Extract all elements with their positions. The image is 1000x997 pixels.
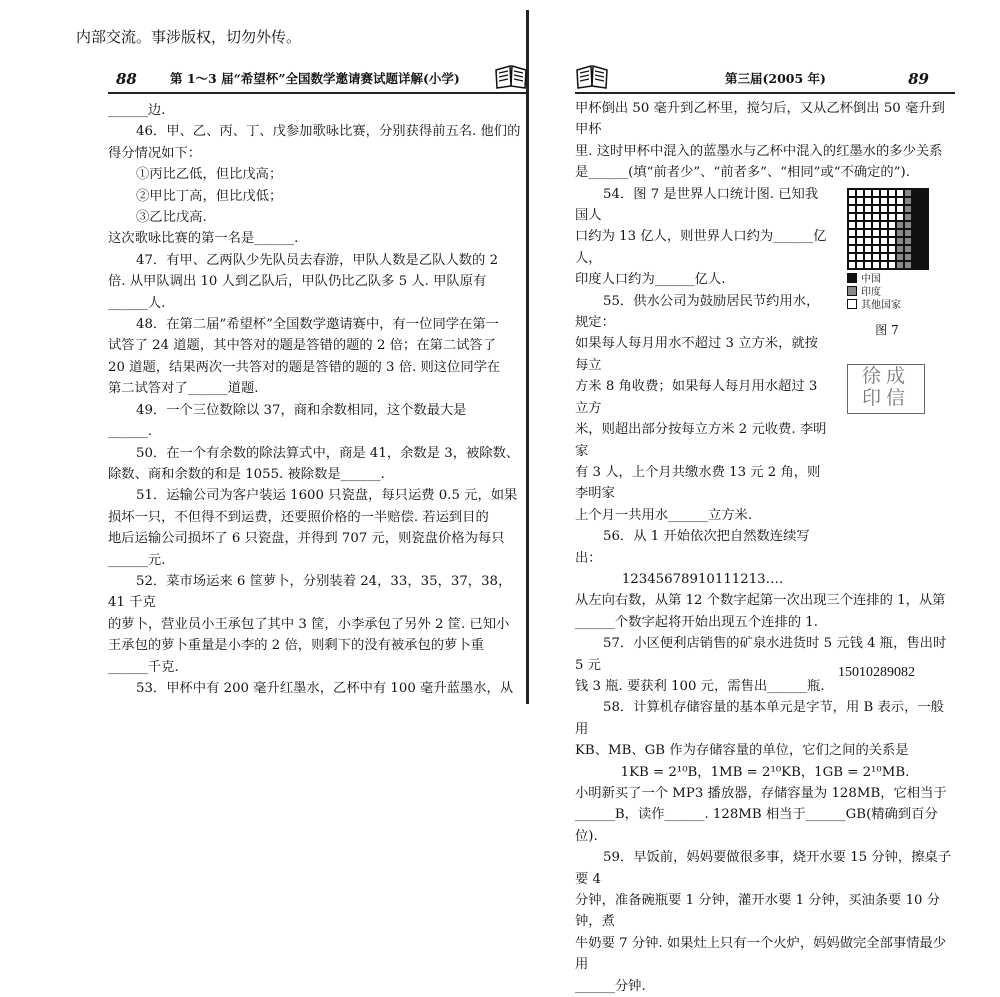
left-page [108, 58, 528, 698]
grid-cell-china [920, 245, 928, 253]
text-line: ______. [108, 424, 153, 440]
grid-cell-other [880, 221, 888, 229]
right-page-number: 89 [908, 70, 929, 88]
legend-swatch-china [847, 273, 857, 283]
question-48: 48．在第二届“希望杯”全国数学邀请赛中，有一位同学在第一 [136, 317, 499, 333]
question-59: 59．早饭前，妈妈要做很多事，烧开水要 15 分钟，擦桌子要 4 [575, 850, 952, 887]
text-line: 如果每人每月用水不超过 3 立方米，就按每立 [575, 336, 818, 373]
text-line: 损坏一只，不但得不到运费，还要照价格的一半赔偿. 若运到目的 [108, 509, 489, 525]
grid-cell-other [864, 221, 872, 229]
population-grid [847, 188, 929, 270]
text-line: 王承包的萝卜重量是小李的 2 倍，则剩下的没有被承包的萝卜重 [108, 638, 484, 654]
population-figure [847, 188, 939, 341]
text-line: KB、MB、GB 作为存储容量的单位，它们之间的关系是 [575, 743, 909, 759]
grid-cell-china [920, 237, 928, 245]
grid-cell-other [888, 205, 896, 213]
right-page-header [575, 58, 955, 94]
grid-cell-other [848, 245, 856, 253]
grid-cell-china [912, 221, 920, 229]
grid-cell-india [904, 197, 912, 205]
grid-cell-china [912, 245, 920, 253]
right-page-content [575, 98, 955, 997]
left-header-title: 第 1～3 届“希望杯”全国数学邀请赛试题详解(小学) [170, 71, 460, 86]
question-53: 53．甲杯中有 200 毫升红墨水，乙杯中有 100 毫升蓝墨水，从 [136, 680, 514, 696]
text-line: 甲杯倒出 50 毫升到乙杯里，搅匀后，又从乙杯倒出 50 毫升到甲杯 [575, 101, 945, 138]
grid-cell-other [856, 205, 864, 213]
grid-cell-other [880, 197, 888, 205]
grid-cell-other [856, 245, 864, 253]
seal-stamp: 徐成 印信 [847, 364, 925, 414]
grid-cell-other [872, 253, 880, 261]
grid-cell-india [904, 253, 912, 261]
text-line: 是______(填“前者少”、“前者多”、“相同”或“不确定的”). [575, 165, 910, 181]
condition-3: ③乙比戊高. [136, 210, 207, 226]
grid-cell-other [872, 229, 880, 237]
question-56: 56．从 1 开始依次把自然数连续写出： [575, 529, 810, 566]
grid-cell-other [848, 197, 856, 205]
grid-cell-india [904, 261, 912, 269]
grid-cell-other [864, 237, 872, 245]
grid-cell-other [872, 245, 880, 253]
question-51: 51．运输公司为客户装运 1600 只瓷盘，每只运费 0.5 元，如果 [136, 488, 518, 504]
grid-cell-other [864, 253, 872, 261]
text-line: 试答了 24 道题，其中答对的题是答错的题的 2 倍；在第二试答了 [108, 338, 497, 354]
grid-cell-china [912, 213, 920, 221]
grid-cell-china [920, 221, 928, 229]
left-page-number: 88 [116, 70, 137, 88]
grid-cell-china [912, 197, 920, 205]
grid-cell-other [880, 261, 888, 269]
question-50: 50．在一个有余数的除法算式中，商是 41，余数是 3，被除数、 [136, 445, 520, 461]
text-line: 20 道题，结果两次一共答对的题是答错的题的 3 倍. 则这位同学在 [108, 359, 501, 375]
grid-cell-india [904, 213, 912, 221]
grid-cell-other [880, 213, 888, 221]
grid-cell-other [888, 261, 896, 269]
grid-cell-other [864, 245, 872, 253]
grid-cell-china [912, 253, 920, 261]
figure-legend [847, 273, 939, 312]
legend-item-india [847, 286, 939, 299]
digit-sequence: 12345678910111213…. [621, 571, 784, 587]
grid-cell-other [856, 213, 864, 221]
grid-cell-india [896, 237, 904, 245]
text-line: ______元. [108, 552, 166, 568]
legend-label: 中国 [861, 274, 881, 285]
text-line: 从左向右数，从第 12 个数字起第一次出现三个连排的 1，从第 [575, 593, 946, 609]
open-book-icon [494, 64, 528, 90]
legend-label: 印度 [861, 287, 881, 298]
legend-swatch-other [847, 299, 857, 309]
grid-cell-china [912, 237, 920, 245]
condition-2: ②甲比丁高，但比戊低； [136, 188, 283, 204]
grid-cell-other [864, 213, 872, 221]
grid-cell-other [864, 189, 872, 197]
copyright-notice: 内部交流。事涉版权，切勿外传。 [76, 28, 302, 46]
grid-cell-other [880, 245, 888, 253]
grid-cell-other [888, 221, 896, 229]
text-line: 分钟，准备碗瓶要 1 分钟，灌开水要 1 分钟，买油条要 10 分钟，煮 [575, 893, 941, 930]
grid-cell-other [880, 237, 888, 245]
grid-cell-other [856, 229, 864, 237]
left-page-header [108, 58, 528, 94]
question-55: 55．供水公司为鼓励居民节约用水，规定： [575, 293, 820, 331]
grid-cell-china [912, 205, 920, 213]
grid-cell-other [888, 253, 896, 261]
grid-cell-china [920, 197, 928, 205]
grid-cell-india [904, 189, 912, 197]
text-line: 牛奶要 7 分钟. 如果灶上只有一个火炉，妈妈做完全部事情最少用 [575, 935, 947, 973]
grid-cell-other [872, 205, 880, 213]
question-54: 54．图 7 是世界人口统计图. 已知我国人 [575, 186, 819, 224]
text-line: 口约为 13 亿人，则世界人口约为______亿人， [575, 229, 827, 266]
grid-cell-other [848, 221, 856, 229]
grid-cell-china [920, 229, 928, 237]
grid-cell-other [864, 197, 872, 205]
question-49: 49．一个三位数除以 37，商和余数相同，这个数最大是 [136, 402, 467, 418]
grid-cell-other [848, 213, 856, 221]
right-page [575, 58, 955, 994]
grid-cell-other [888, 245, 896, 253]
grid-cell-china [912, 229, 920, 237]
grid-cell-china [912, 189, 920, 197]
grid-cell-china [920, 189, 928, 197]
open-book-icon [575, 64, 609, 90]
text-line: ______人. [108, 295, 166, 311]
grid-cell-other [856, 197, 864, 205]
grid-cell-china [920, 213, 928, 221]
grid-cell-other [848, 189, 856, 197]
grid-cell-other [872, 261, 880, 269]
grid-cell-china [912, 261, 920, 269]
grid-cell-india [896, 229, 904, 237]
text-line: 上个月一共用水______立方米. [575, 507, 753, 523]
question-58: 58．计算机存储容量的基本单元是字节，用 B 表示，一般用 [575, 700, 944, 737]
text-line: 这次歌咏比赛的第一名是______. [108, 231, 299, 247]
text-line: ______分钟. [575, 978, 646, 994]
text-line: ______个数字起将开始出现五个连排的 1. [575, 614, 818, 630]
grid-cell-india [896, 253, 904, 261]
text-line: 除数、商和余数的和是 1055. 被除数是______. [108, 466, 385, 482]
question-57: 57．小区便利店销售的矿泉水进货时 5 元钱 4 瓶，售出时 5 元 [575, 636, 947, 673]
legend-item-other [847, 299, 939, 312]
grid-cell-other [864, 205, 872, 213]
grid-cell-other [880, 205, 888, 213]
grid-cell-india [904, 245, 912, 253]
text-line: 钱 3 瓶. 要获利 100 元，需售出______瓶. [575, 678, 825, 694]
grid-cell-other [872, 213, 880, 221]
text-line: 方米 8 角收费；如果每人每月用水超过 3 立方 [575, 379, 818, 416]
grid-cell-other [856, 189, 864, 197]
grid-cell-other [856, 253, 864, 261]
text-line: 有 3 人，上个月共缴水费 13 元 2 角，则李明家 [575, 464, 821, 502]
grid-cell-other [856, 237, 864, 245]
grid-cell-india [896, 261, 904, 269]
question-52: 52．菜市场运来 6 筐萝卜，分别装着 24，33，35，37，38，41 千克 [108, 573, 512, 611]
grid-cell-china [920, 253, 928, 261]
grid-cell-other [896, 205, 904, 213]
grid-cell-other [896, 197, 904, 205]
grid-cell-other [848, 229, 856, 237]
text-line: ______B，读作______. 128MB 相当于______GB(精确到百分位). [575, 807, 938, 844]
text-line: 的萝卜，营业员小王承包了其中 3 筐，小李承包了另外 2 筐. 已知小 [108, 616, 510, 632]
grid-cell-other [848, 205, 856, 213]
grid-cell-india [904, 237, 912, 245]
text-line: 第二试答对了______道题. [108, 381, 259, 397]
grid-cell-india [896, 245, 904, 253]
footer-number: 15010289082 [838, 665, 915, 680]
figure-caption: 图 7 [875, 323, 899, 337]
text-line: 地后运输公司损坏了 6 只瓷盘，并得到 707 元，则瓷盘价格为每只 [108, 531, 505, 547]
grid-cell-india [896, 221, 904, 229]
grid-cell-other [848, 253, 856, 261]
grid-cell-other [848, 237, 856, 245]
grid-cell-other [888, 213, 896, 221]
grid-cell-other [864, 261, 872, 269]
grid-cell-china [920, 261, 928, 269]
grid-cell-other [856, 221, 864, 229]
text-line: 倍. 从甲队调出 10 人到乙队后，甲队仍比乙队多 5 人. 甲队原有 [108, 274, 487, 290]
text-line: 印度人口约为______亿人. [575, 272, 726, 288]
text-line: ______边. [108, 103, 166, 118]
grid-cell-other [872, 221, 880, 229]
grid-cell-other [872, 189, 880, 197]
question-46: 46．甲、乙、丙、丁、戊参加歌咏比赛，分别获得前五名. 他们的 [136, 124, 521, 140]
grid-cell-india [904, 221, 912, 229]
grid-cell-other [888, 229, 896, 237]
condition-1: ①丙比乙低，但比戊高； [136, 167, 283, 183]
grid-cell-other [888, 237, 896, 245]
grid-cell-other [880, 229, 888, 237]
grid-cell-other [856, 261, 864, 269]
grid-cell-other [896, 189, 904, 197]
grid-cell-china [920, 205, 928, 213]
grid-cell-other [848, 261, 856, 269]
legend-swatch-india [847, 286, 857, 296]
question-47: 47．有甲、乙两队少先队员去春游，甲队人数是乙队人数的 2 [136, 252, 499, 268]
grid-cell-other [872, 197, 880, 205]
text-line: 小明新买了一个 MP3 播放器，存储容量为 128MB，它相当于 [575, 786, 947, 801]
right-header-title: 第三届(2005 年) [725, 71, 826, 86]
grid-cell-other [880, 189, 888, 197]
grid-cell-other [896, 213, 904, 221]
grid-cell-other [888, 197, 896, 205]
grid-cell-india [904, 229, 912, 237]
text-line: 得分情况如下： [108, 145, 202, 161]
text-line: ______千克. [108, 659, 179, 675]
left-page-content [108, 100, 528, 699]
grid-cell-other [872, 237, 880, 245]
grid-cell-other [864, 229, 872, 237]
legend-label: 其他国家 [861, 300, 901, 311]
grid-cell-other [888, 189, 896, 197]
grid-cell-other [880, 253, 888, 261]
grid-cell-india [904, 205, 912, 213]
formula-line: 1KB = 2¹⁰B，1MB = 2¹⁰KB，1GB = 2¹⁰MB. [620, 764, 910, 780]
text-line: 里. 这时甲杯中混入的蓝墨水与乙杯中混入的红墨水的多少关系 [575, 143, 943, 159]
legend-item-china [847, 273, 939, 286]
text-line: 米，则超出部分按每立方米 2 元收费. 李明家 [575, 422, 827, 459]
